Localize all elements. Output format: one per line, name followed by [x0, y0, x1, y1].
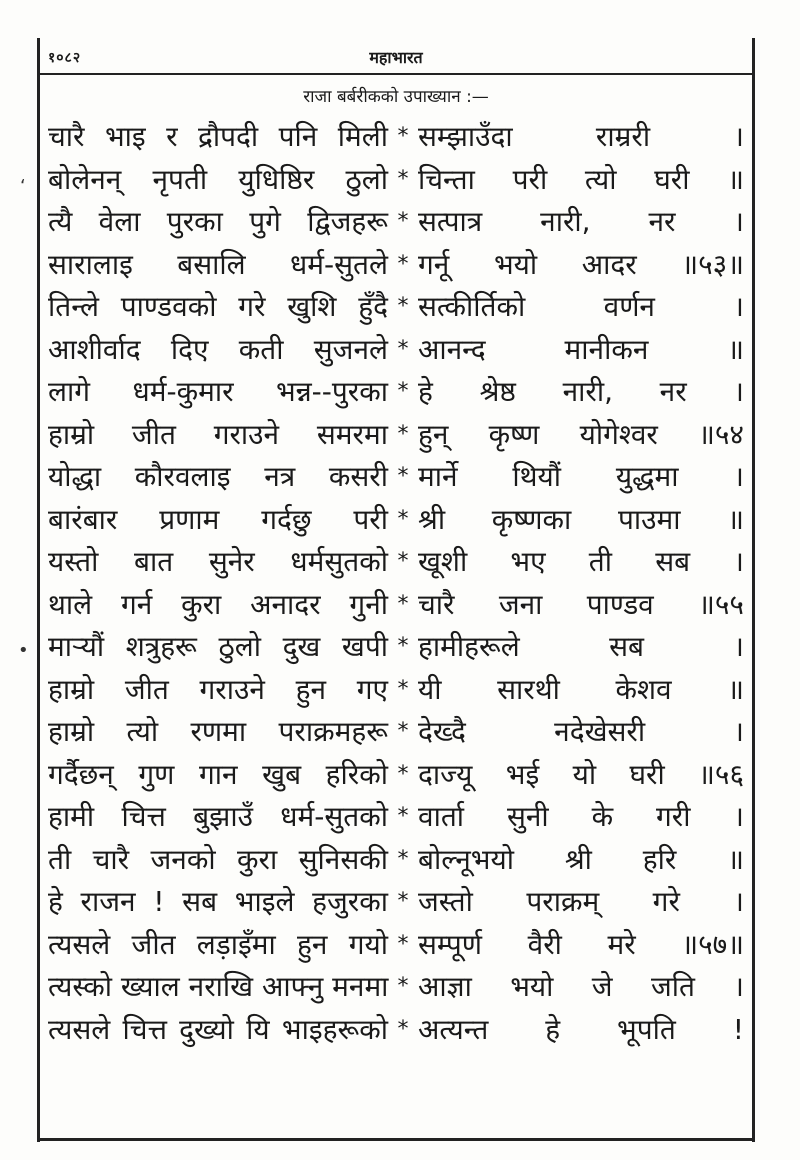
- verse-line-second-half: अत्यन्त हे भूपति !: [418, 1012, 744, 1046]
- verse-separator-icon: *: [397, 336, 409, 362]
- verse-line: [48, 371, 748, 414]
- verse-line: [48, 711, 748, 754]
- verse-line-first-half: योद्धा कौरवलाइ नत्र कसरी: [48, 460, 388, 493]
- verse-line-second-half: वार्ता सुनी के गरी ।: [418, 800, 744, 833]
- verse-separator-icon: *: [397, 379, 409, 404]
- verse-line-second-half: चिन्ता परी त्यो घरी ॥: [418, 162, 744, 196]
- verse-line-second-half: गर्नू भयो आदर ॥५३॥: [418, 247, 744, 281]
- verse-separator-icon: *: [397, 1016, 409, 1042]
- verse-line-first-half: त्यसले जीत लड़ाइँमा हुन गयो: [48, 927, 388, 961]
- verse-line-second-half: दाज्यू भई यो घरी ॥५६: [418, 757, 744, 791]
- verse-separator-icon: *: [397, 549, 409, 574]
- verse-line-first-half: हाम्रो त्यो रणमा पराक्रमहरू: [48, 715, 388, 748]
- verse-separator-icon: *: [397, 124, 409, 149]
- verse-separator-icon: *: [397, 676, 409, 702]
- verse-separator-icon: *: [397, 506, 409, 532]
- verse-separator-icon: *: [397, 719, 409, 744]
- verse-line-second-half: देख्दै नदेखेसरी ।: [418, 715, 744, 748]
- verse-line-second-half: मार्ने थियौं युद्धमा ।: [418, 460, 744, 493]
- verse-line-first-half: हामी चित्त बुझाउँ धर्म-सुतको: [48, 800, 388, 833]
- verse-line: [48, 159, 748, 202]
- verse-line-first-half: हाम्रो जीत गराउने समरमा: [48, 417, 388, 451]
- verse-line-second-half: हुन् कृष्ण योगेश्वर ॥५४: [418, 417, 744, 451]
- verse-line: [48, 839, 748, 882]
- verse-separator-icon: *: [397, 931, 409, 957]
- verse-line-first-half: आशीर्वाद दिए कती सुजनले: [48, 332, 388, 366]
- verse-separator-icon: *: [397, 464, 409, 489]
- verse-line: [48, 584, 748, 627]
- verse-line: [48, 414, 748, 457]
- verse-line-second-half: सम्झाउँदा राम्ररी ।: [418, 120, 744, 153]
- verse-line-first-half: त्यै वेला पुरका पुगे द्विजहरू: [48, 205, 388, 238]
- verse-line-second-half: श्री कृष्णका पाउमा ॥: [418, 502, 744, 536]
- verse-line: [48, 924, 748, 967]
- verse-line-second-half: हे श्रेष्ठ नारी, नर ।: [418, 375, 744, 408]
- verse-separator-icon: *: [397, 634, 409, 659]
- verse-line-second-half: बोल्नूभयो श्री हरि ॥: [418, 842, 744, 876]
- verse-line-second-half: चारै जना पाण्डव ॥५५: [418, 587, 744, 621]
- header-rule: [40, 73, 752, 75]
- verse-line-first-half: तिन्ले पाण्डवको गरे खुशि हुँदै: [48, 290, 388, 323]
- verse-line-first-half: मार्‍यौं शत्रुहरू ठुलो दुख खपी: [48, 630, 388, 663]
- verse-separator-icon: *: [397, 974, 409, 999]
- verse-separator-icon: *: [397, 591, 409, 617]
- verse-line-first-half: हाम्रो जीत गराउने हुन गए: [48, 672, 388, 706]
- page-number: १०८२: [48, 50, 82, 66]
- verse-line-first-half: ती चारै जनको कुरा सुनिसकी: [48, 842, 388, 876]
- verse-line-second-half: सम्पूर्ण वैरी मरे ॥५७॥: [418, 927, 744, 961]
- verse-line: [48, 669, 748, 712]
- verse-separator-icon: *: [397, 166, 409, 192]
- verse-line-second-half: हामीहरूले सब ।: [418, 630, 744, 663]
- verse-block: [48, 116, 748, 1051]
- verse-separator-icon: *: [397, 804, 409, 829]
- verse-line-first-half: थाले गर्न कुरा अनादर गुनी: [48, 587, 388, 621]
- verse-line-second-half: आज्ञा भयो जे जति ।: [418, 970, 744, 1003]
- verse-line-first-half: चारै भाइ र द्रौपदी पनि मिली: [48, 120, 388, 153]
- verse-line: [48, 286, 748, 329]
- verse-line-second-half: आनन्द मानीकन ॥: [418, 332, 744, 366]
- verse-separator-icon: *: [397, 294, 409, 319]
- verse-line-first-half: यस्तो बात सुनेर धर्मसुतको: [48, 545, 388, 578]
- verse-line-second-half: सत्पात्र नारी, नर ।: [418, 205, 744, 238]
- verse-line-first-half: गर्दैछन् गुण गान खुब हरिको: [48, 757, 388, 791]
- verse-line-second-half: यी सारथी केशव ॥: [418, 672, 744, 706]
- verse-line: [48, 329, 748, 372]
- margin-mark-icon: •: [18, 640, 29, 661]
- verse-line: [48, 881, 748, 924]
- verse-line: [48, 456, 748, 499]
- verse-line: [48, 1009, 748, 1052]
- verse-separator-icon: *: [397, 209, 409, 234]
- verse-line-second-half: खूशी भए ती सब ।: [418, 545, 744, 578]
- footer-rule: [40, 1138, 752, 1141]
- verse-line-first-half: लागे धर्म-कुमार भन्न--पुरका: [48, 375, 388, 408]
- verse-line-first-half: सारालाइ बसालि धर्म-सुतले: [48, 247, 388, 281]
- verse-separator-icon: *: [397, 251, 409, 277]
- verse-line: [48, 244, 748, 287]
- verse-separator-icon: *: [397, 421, 409, 447]
- verse-line: [48, 626, 748, 669]
- verse-line: [48, 754, 748, 797]
- page-header: [40, 42, 752, 72]
- verse-line: [48, 796, 748, 839]
- verse-line: [48, 966, 748, 1009]
- verse-line-first-half: त्यसले चित्त दुख्यो यि भाइहरूको: [48, 1012, 388, 1046]
- verse-line: [48, 201, 748, 244]
- running-title: महाभारत: [369, 48, 423, 67]
- verse-line-first-half: त्यस्को ख्याल नराखि आफ्नु मनमा: [48, 970, 389, 1003]
- verse-line-second-half: जस्तो पराक्रम् गरे ।: [418, 885, 744, 918]
- verse-line-first-half: बोलेनन् नृपती युधिष्ठिर ठुलो: [48, 162, 388, 196]
- verse-line-first-half: हे राजन ! सब भाइले हजुरका: [48, 885, 388, 918]
- verse-line: [48, 541, 748, 584]
- verse-line-second-half: सत्कीर्तिको वर्णन ।: [418, 290, 744, 323]
- verse-separator-icon: *: [397, 846, 409, 872]
- verse-line: [48, 116, 748, 159]
- verse-line: [48, 499, 748, 542]
- verse-separator-icon: *: [397, 761, 409, 787]
- verse-separator-icon: *: [397, 889, 409, 914]
- verse-line-first-half: बारंबार प्रणाम गर्दछु परी: [48, 502, 388, 536]
- margin-mark-icon: ‘: [20, 176, 26, 197]
- section-heading: राजा बर्बरीकको उपाख्यान :—: [303, 87, 489, 107]
